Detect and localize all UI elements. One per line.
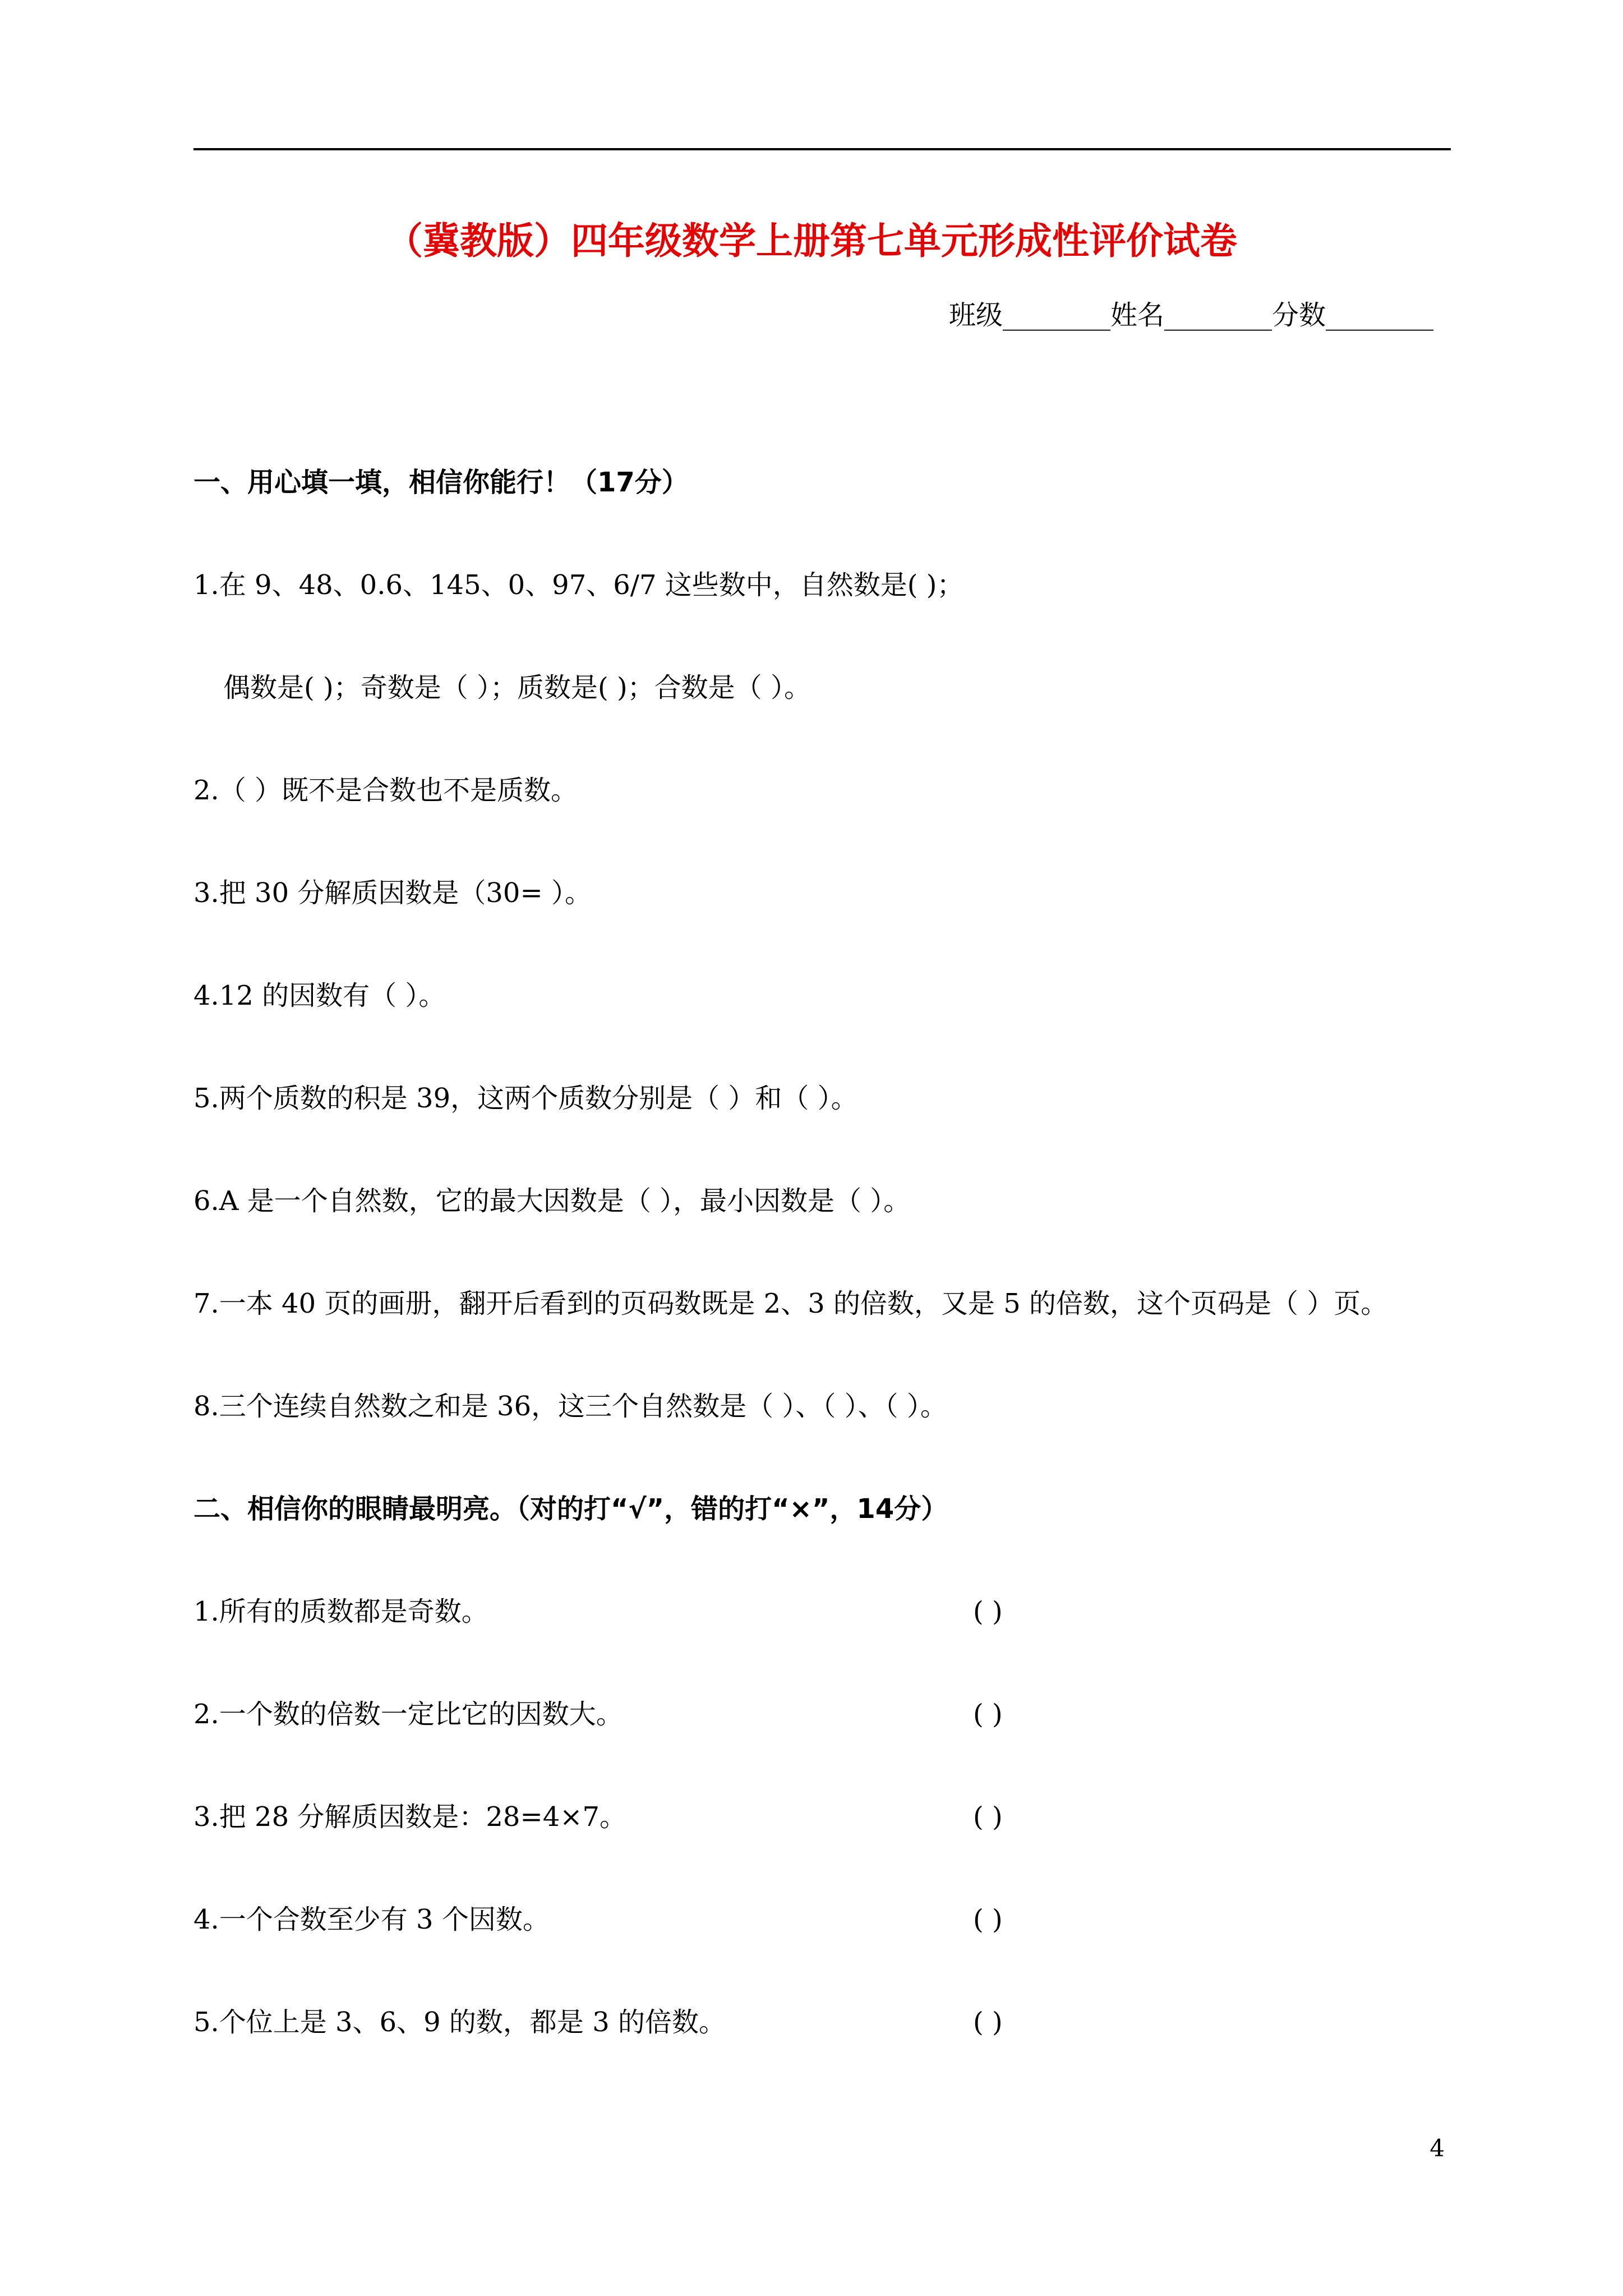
tf-item: [193, 1897, 1068, 1942]
tf-item: [193, 1795, 1068, 1839]
fill-question-7: 7.一本 40 页的画册，翻开后看到的页码数既是 2、3 的倍数，又是 5 的倍数，这个页码是（ ）页。: [193, 1288, 1388, 1319]
tf-item: [193, 1589, 1068, 1634]
fill-question-6: 6.A 是一个自然数，它的最大因数是（ ），最小因数是（ ）。: [193, 1185, 911, 1217]
tf-item-text: 3.把 28 分解质因数是：28=4×7。: [193, 1801, 626, 1833]
tf-item: [193, 1692, 1068, 1737]
fill-question-2: 2.（ ）既不是合数也不是质数。: [193, 775, 578, 806]
fill-question-1-continued: 偶数是( )；奇数是（ ）；质数是( )；合数是（ ）。: [223, 672, 811, 703]
tf-answer-paren: ( ): [973, 1904, 1003, 1935]
student-info-line: 班级________姓名________分数________: [948, 300, 1433, 331]
exam-title: （冀教版）四年级数学上册第七单元形成性评价试卷: [386, 219, 1237, 263]
tf-answer-paren: ( ): [973, 1596, 1003, 1627]
fill-question-5: 5.两个质数的积是 39，这两个质数分别是（ ）和（ ）。: [193, 1083, 858, 1114]
tf-answer-paren: ( ): [973, 1699, 1003, 1730]
section1-heading: 一、用心填一填，相信你能行！（17分）: [193, 467, 689, 498]
fill-question-3: 3.把 30 分解质因数是（30= ）。: [193, 877, 592, 909]
section2-heading: 二、相信你的眼睛最明亮。（对的打“√”，错的打“×”，14分）: [193, 1493, 948, 1525]
tf-item-text: 4.一个合数至少有 3 个因数。: [193, 1904, 550, 1935]
header-rule: [193, 148, 1451, 150]
fill-question-4: 4.12 的因数有（ ）。: [193, 980, 446, 1011]
tf-item-text: 2.一个数的倍数一定比它的因数大。: [193, 1699, 623, 1730]
page-number: 4: [1430, 2134, 1445, 2162]
tf-item: [193, 2000, 1068, 2045]
tf-answer-paren: ( ): [973, 2007, 1003, 2038]
tf-answer-paren: ( ): [973, 1801, 1003, 1833]
fill-question-1: 1.在 9、48、0.6、145、0、97、6/7 这些数中，自然数是( )；: [193, 569, 964, 601]
fill-question-8: 8.三个连续自然数之和是 36，这三个自然数是（ ）、（ ）、（ ）。: [193, 1391, 947, 1422]
tf-item-text: 5.个位上是 3、6、9 的数，都是 3 的倍数。: [193, 2007, 726, 2038]
tf-item-text: 1.所有的质数都是奇数。: [193, 1596, 488, 1627]
